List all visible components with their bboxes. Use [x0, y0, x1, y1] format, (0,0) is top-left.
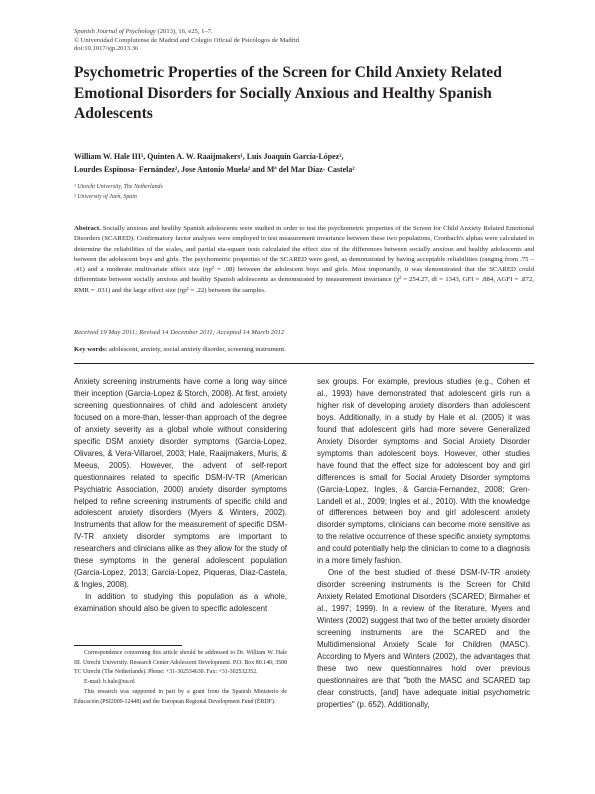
received-dates: Received 19 May 2011; Revised 14 December 2011; Accepted 14 March 2012	[74, 329, 285, 336]
author-line: Lourdes Espinosa- Fernández², Jose Antonio Muela² and Mª del Mar Díaz- Castela²	[74, 164, 355, 174]
keywords-text: adolescent, anxiety, social anxiety disorder, screening instrument.	[108, 346, 286, 353]
journal-header	[74, 28, 534, 54]
body-paragraph: sex groups. For example, previous studies (e.g., Cohen et al., 1993) have demonstrated that adolescent girls run a higher risk of developing anxiety disorders than adolescent boys. Additionally, in a study by Hale et al. (2005) it was found that adolescent girls had more severe Generalized Anxiety Disorder symptoms and Social Anxiety Disorder symptoms than adolescent boys. However, other studies have found that the effect size for adolescent boy and girl differences is small for Social Anxiety Disorder symptoms (Garcia-Lopez, Ingles, & Garcia-Fernandez, 2008; Gren-Landell et al., 2009; Ingles et al., 2010). With the knowledge of differences between boy and girl adolescent anxiety disorder symptoms, clinicians can become more sensitive as to the relative occurrence of these specific anxiety symptoms and could potentially help the clinician to come to a diagnosis in a more timely fashion.	[317, 377, 530, 566]
copyright-line: © Universidad Complutense de Madrid and Colegio Oficial de Psicólogos de Madrid	[74, 36, 299, 44]
abstract-label: Abstract.	[74, 225, 101, 232]
body-column-left	[74, 376, 287, 615]
abstract-text: Socially anxious and healthy Spanish adolescents were studied in order to test the psychometric properties of the Screen for Child Anxiety Related Emotional Disorders (SCARED). Confirmatory factor analyses were employed to test measurement invariance between these two populations, Cronbach's alphas were calculated to determine the reliabilities of the scales, and partial eta-square tests calculated the effect size of the differences between socially anxious and healthy adolescents and between the adolescent boys and girls. The psychometric properties of the SCARED were good, as demonstrated by having acceptable reliabilities (ranging from .75 – .41) and a moderate multivariate effect size (ηp² = .08) between the adolescent boys and girls. Most importantly, it was demonstrated that the SCARED could differentiate between socially anxious and healthy Spanish adolescents as demonstrated by measurement invariance (χ² = 254.27, df = 1343, GFI = .884, AGFI = .872, RMR = .031) and the large effect size (ηp² = .22) between the samples.	[74, 225, 534, 294]
affiliation-list	[74, 182, 534, 203]
section-divider	[74, 363, 534, 364]
author-list	[74, 151, 534, 176]
journal-issue: (2013), 16, e25, 1–7.	[157, 28, 213, 35]
footnote-divider	[74, 645, 182, 646]
journal-citation	[74, 28, 534, 37]
body-paragraph: Anxiety screening instruments have come a long way since their inception (Garcia-Lopez & Storch, 2008). At first, anxiety screening questionnaires of child and adolescent anxiety focused on a more-than, lesser-than approach of the degree of anxiety severity as a global whole without considering specific DSM anxiety disorder symptoms (Garcia-Lopez, Olivares, & Vera-Villaroel, 2003; Hale, Raaijmakers, Muris, & Meeus, 2005). However, the advent of self-report questionnaires related to specific DSM-IV-TR (American Psychiatric Association, 2000) anxiety disorder symptoms helped to refine screening instruments of specific child and adolescent anxiety disorders (Myers & Winters, 2002). Instruments that allow for the measurement of specific DSM-IV-TR anxiety disorder symptoms are important to researchers and clinicians alike as they allow for the study of these symptoms in the general adolescent population (Garcia-Lopez, 2013; Garcia-Lopez, Piqueras, Diaz-Castela, & Ingles, 2008).	[74, 377, 287, 590]
article-title: Psychometric Properties of the Screen for Child Anxiety Related Emotional Disorders for Socially Anxious and Healthy Spanish Adolescents	[74, 64, 502, 123]
footnotes	[74, 649, 287, 707]
abstract	[74, 224, 534, 296]
author-line: William W. Hale III¹, Quinten A. W. Raaijmakers¹, Luis Joaquín García-López²,	[74, 152, 344, 161]
keywords-label: Key words:	[74, 346, 108, 353]
correspondence-note: Correspondence concerning this article should be addressed to Dr. William W. Hale III. Utrecht University. Research Center Adolescent Development. P.O. Box 80.140; 3508 TC Utrecht (The Netherlands). Phone: +31-302534630. Fax: +31-302532352.	[74, 650, 287, 676]
affiliation-item: ² University of Jaén, Spain	[74, 194, 137, 201]
doi-link[interactable]: doi:10.1017/sjp.2013.36	[74, 45, 139, 53]
affiliation-item: ¹ Utrecht University, The Netherlands	[74, 184, 163, 190]
funding-note: This research was supported in part by a grant from the Spanish Ministerio de Educación (PSI2009-12448) and the European Regional Development Fund (ERDF).	[74, 688, 287, 705]
body-paragraph: In addition to studying this population as a whole, examination should also be given to specific adolescent	[74, 592, 287, 614]
body-paragraph: One of the best studied of these DSM-IV-TR anxiety disorder screening instruments is the Screen for Child Anxiety Related Emotional Disorders (SCARED; Birmaher et al., 1997; 1999). In a review of the literature, Myers and Winters (2002) suggest that two of the better anxiety disorder screening instruments are the SCARED and the Multidimensional Anxiety Scale for Children (MASC). According to Myers and Winters (2002), the advantages that these two new questionnaires hold over previous questionnaires are that "both the MASC and SCARED tap clear constructs, [and] have adequate initial psychometric properties" (p. 652). Additionally,	[317, 568, 530, 709]
body-column-right	[317, 376, 530, 711]
email-note[interactable]: E-mail: b.hale@uu.nl	[84, 679, 135, 686]
journal-name: Spanish Journal of Psychology	[74, 28, 156, 35]
keywords	[74, 346, 534, 353]
